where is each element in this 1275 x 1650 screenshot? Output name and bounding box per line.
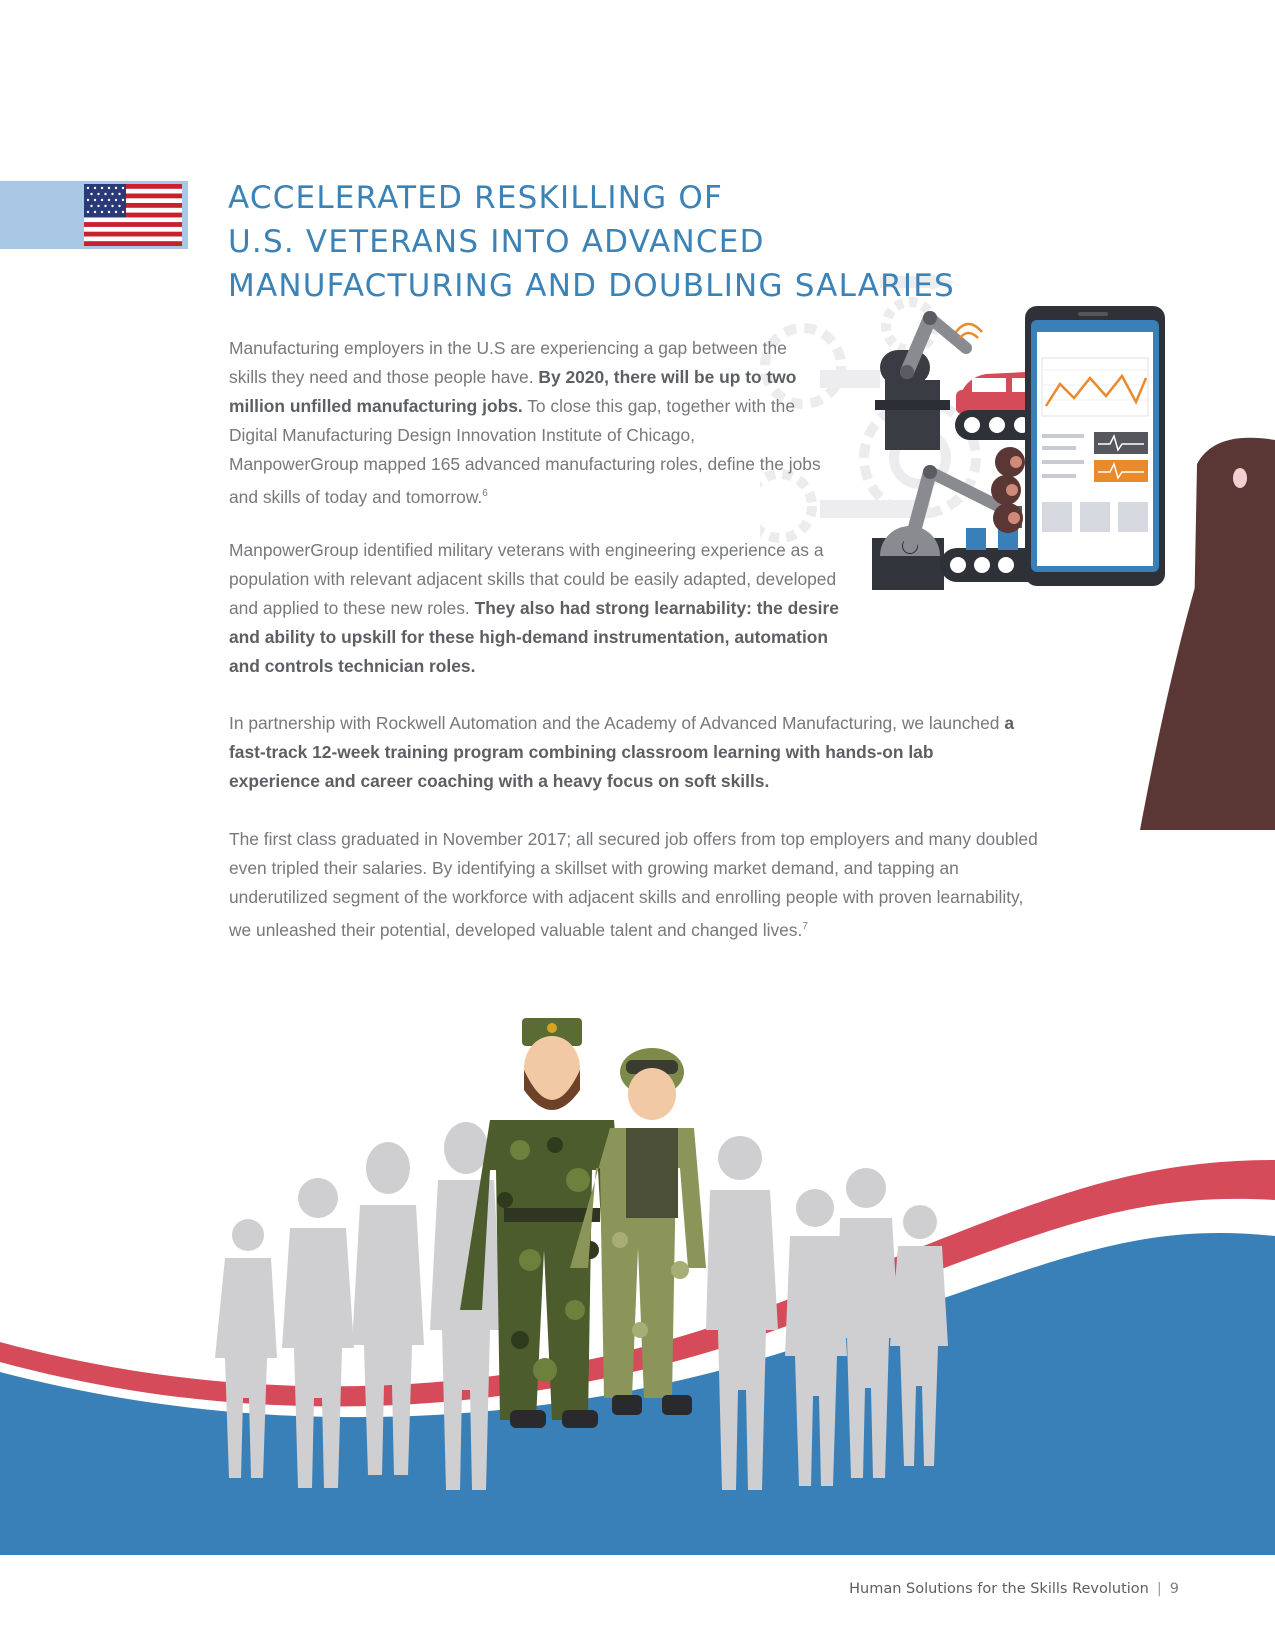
page-title bbox=[228, 176, 988, 308]
text: Manufacturing employers in the U.S are experiencing a gap between the skills they need and those people have. bbox=[229, 338, 787, 387]
title-line: U.S. VETERANS INTO ADVANCED bbox=[228, 224, 765, 260]
veterans-illustration bbox=[0, 1010, 1275, 1555]
paragraph-skills-gap bbox=[229, 334, 829, 512]
footer-separator: | bbox=[1156, 1581, 1162, 1597]
smartphone-icon bbox=[1025, 306, 1165, 586]
footnote-marker: 7 bbox=[802, 921, 808, 932]
emphasis-text: By 2020, there will be up to two million unfilled manufacturing jobs. bbox=[229, 367, 797, 416]
paragraph-veterans bbox=[229, 536, 859, 681]
paragraph-training-program bbox=[229, 709, 1019, 796]
title-line: ACCELERATED RESKILLING OF bbox=[228, 180, 723, 216]
text: To close this gap, together with the Digital Manufacturing Design Innovation Institute of Chicago, ManpowerGroup mapped 165 advanced manufacturing roles, define the jobs and skills of today and tomorrow. bbox=[229, 396, 821, 507]
text: In partnership with Rockwell Automation and the Academy of Advanced Manufacturing, we launched bbox=[229, 713, 1005, 733]
page-footer bbox=[849, 1581, 1179, 1597]
paragraph-results bbox=[229, 825, 1049, 945]
text: The first class graduated in November 2017; all secured job offers from top employers and many doubled even tripled their salaries. By identifying a skillset with growing market demand, and tapping an underutilized segment of the workforce with adjacent skills and enrolling people with proven learnability, we unleashed their potential, developed valuable talent and changed lives. bbox=[229, 829, 1038, 940]
page-number: 9 bbox=[1169, 1581, 1179, 1597]
title-line: MANUFACTURING AND DOUBLING SALARIES bbox=[228, 268, 955, 304]
us-flag-icon bbox=[84, 184, 182, 246]
footer-title: Human Solutions for the Skills Revolution bbox=[849, 1581, 1149, 1597]
emphasis-text: a fast-track 12-week training program combining classroom learning with hands-on lab experience and career coaching with a heavy focus on soft skills. bbox=[229, 713, 1014, 791]
emphasis-text: They also had strong learnability: the desire and ability to upskill for these high-demand instrumentation, automation and controls technician roles. bbox=[229, 598, 839, 676]
footnote-marker: 6 bbox=[482, 488, 488, 499]
text: ManpowerGroup identified military veterans with engineering experience as a population with relevant adjacent skills that could be easily adapted, developed and applied to these new roles. bbox=[229, 540, 837, 618]
